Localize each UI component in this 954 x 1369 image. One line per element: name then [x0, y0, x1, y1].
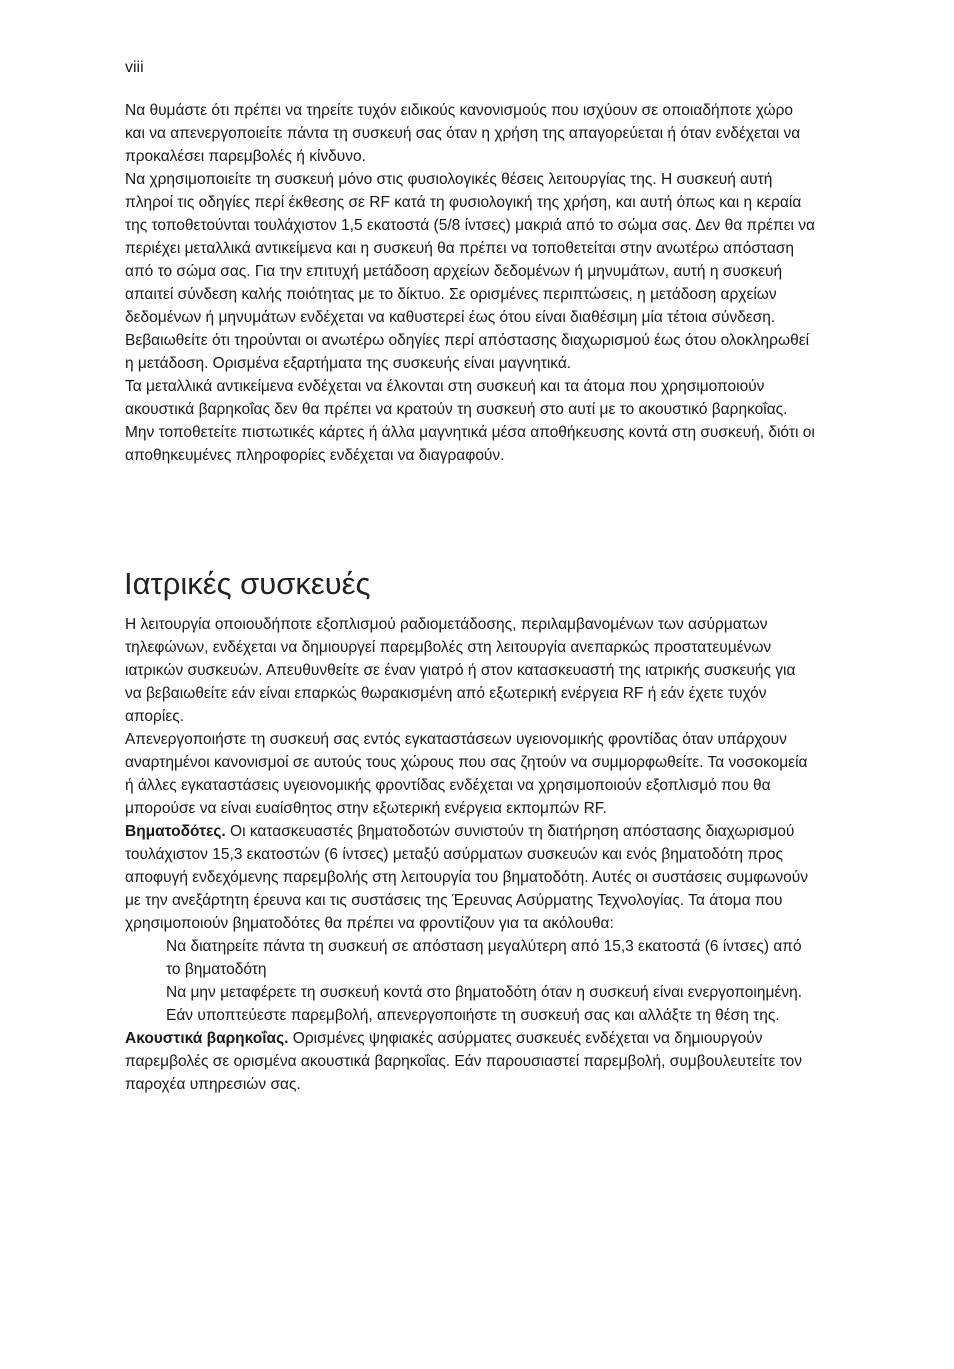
pacemakers-text: Οι κατασκευαστές βηματοδοτών συνιστούν τη διατήρηση απόστασης διαχωρισμού τουλάχιστον 15,3 εκατοστών (6 ίντσες) μεταξύ ασύρματων συσκευών και ενός βηματοδότη προς αποφυγή ενδεχόμενης παρεμβολής στη λειτουργία του βηματοδότη. Αυτές οι συστάσεις συμφωνούν με την ανεξάρτητη έρευνα και τις συστάσεις της Έρευνας Ασύρματης Τεχνολογίας. Τα άτομα που χρησιμοποιούν βηματοδότες θα πρέπει να φροντίζουν για τα ακόλουθα: — [125, 823, 808, 932]
body-paragraph: Η λειτουργία οποιουδήποτε εξοπλισμού ραδιομετάδοσης, περιλαμβανομένων των ασύρματων τηλεφώνων, ενδέχεται να δημιουργεί παρεμβολές στη λειτουργία ανεπαρκώς προστατευμένων ιατρικών συσκευών. Απευθυνθείτε σε έναν γιατρό ή στον κατασκευαστή της ιατρικής συσκευής για να βεβαιωθείτε εάν είναι επαρκώς θωρακισμένη από εξωτερική ενέργεια RF ή εάν έχετε τυχόν απορίες. — [125, 616, 796, 725]
pacemakers-label: Βηματοδότες. — [125, 823, 226, 840]
intro-paragraph: Να θυμάστε ότι πρέπει να τηρείτε τυχόν ειδικούς κανονισμούς που ισχύουν σε οποιαδήποτε χώρο και να απενεργοποιείτε πάντα τη συσκευή σας όταν η χρήση της απαγορεύεται ή όταν ενδέχεται να προκαλέσει παρεμβολές ή κίνδυνο. — [125, 102, 801, 165]
hearing-aids-text: Ορισμένες ψηφιακές ασύρματες συσκευές ενδέχεται να δημιουργούν παρεμβολές σε ορισμένα ακουστικά βαρηκοΐας. Εάν παρουσιαστεί παρεμβολή, συμβουλευτείτε τον παροχέα υπηρεσιών σας. — [125, 1030, 802, 1093]
hearing-aids-label: Ακουστικά βαρηκοΐας. — [125, 1030, 289, 1047]
page-number: viii — [125, 59, 144, 76]
section-heading-medical-devices: Ιατρικές συσκευές — [124, 566, 371, 601]
medical-devices-section — [125, 613, 815, 1096]
pacemakers-paragraph — [125, 820, 815, 935]
pacemaker-advice-item: Να μην μεταφέρετε τη συσκευή κοντά στο βηματοδότη όταν η συσκευή είναι ενεργοποιημένη. Εάν υποπτεύεστε παρεμβολή, απενεργοποιήστε τη συσκευή σας και αλλάξτε τη θέση της. — [166, 984, 802, 1024]
intro-paragraph: Τα μεταλλικά αντικείμενα ενδέχεται να έλκονται στη συσκευή και τα άτομα που χρησιμοποιούν ακουστικά βαρηκοΐας δεν θα πρέπει να κρατούν τη συσκευή στο αυτί με το ακουστικό βαρηκοΐας. Μην τοποθετείτε πιστωτικές κάρτες ή άλλα μαγνητικά μέσα αποθήκευσης κοντά στη συσκευή, διότι οι αποθηκευμένες πληροφορίες ενδέχεται να διαγραφούν. — [125, 378, 815, 464]
pacemaker-advice-item: Να διατηρείτε πάντα τη συσκευή σε απόσταση μεγαλύτερη από 15,3 εκατοστά (6 ίντσες) από το βηματοδότη — [166, 938, 802, 978]
intro-section — [125, 99, 815, 467]
body-paragraph: Απενεργοποιήστε τη συσκευή σας εντός εγκαταστάσεων υγειονομικής φροντίδας όταν υπάρχουν αναρτημένοι κανονισμοί σε αυτούς τους χώρους που σας ζητούν να συμμορφωθείτε. Τα νοσοκομεία ή άλλες εγκαταστάσεις υγειονομικής φροντίδας ενδέχεται να χρησιμοποιούν εξοπλισμό που θα μπορούσε να είναι ευαίσθητος στην εξωτερική ενέργεια εκπομπών RF. — [125, 731, 808, 817]
intro-paragraph: Να χρησιμοποιείτε τη συσκευή μόνο στις φυσιολογικές θέσεις λειτουργίας της. Η συσκευή αυτή πληροί τις οδηγίες περί έκθεσης σε RF κατά τη φυσιολογική της χρήση, και αυτή όπως και η κεραία της τοποθετούνται τουλάχιστον 1,5 εκατοστά (5/8 ίντσες) μακριά από το σώμα σας. Δεν θα πρέπει να περιέχει μεταλλικά αντικείμενα και η συσκευή θα πρέπει να τοποθετείται στην ανωτέρω απόσταση από το σώμα σας. Για την επιτυχή μετάδοση αρχείων δεδομένων ή μηνυμάτων, αυτή η συσκευή απαιτεί σύνδεση καλής ποιότητας με το δίκτυο. Σε ορισμένες περιπτώσεις, η μετάδοση αρχείων δεδομένων ή μηνυμάτων ενδέχεται να καθυστερεί έως ότου είναι διαθέσιμη μία τέτοια σύνδεση. Βεβαιωθείτε ότι τηρούνται οι ανωτέρω οδηγίες περί απόστασης διαχωρισμού έως ότου ολοκληρωθεί η μετάδοση. Ορισμένα εξαρτήματα της συσκευής είναι μαγνητικά. — [125, 171, 815, 372]
hearing-aids-paragraph — [125, 1027, 815, 1096]
